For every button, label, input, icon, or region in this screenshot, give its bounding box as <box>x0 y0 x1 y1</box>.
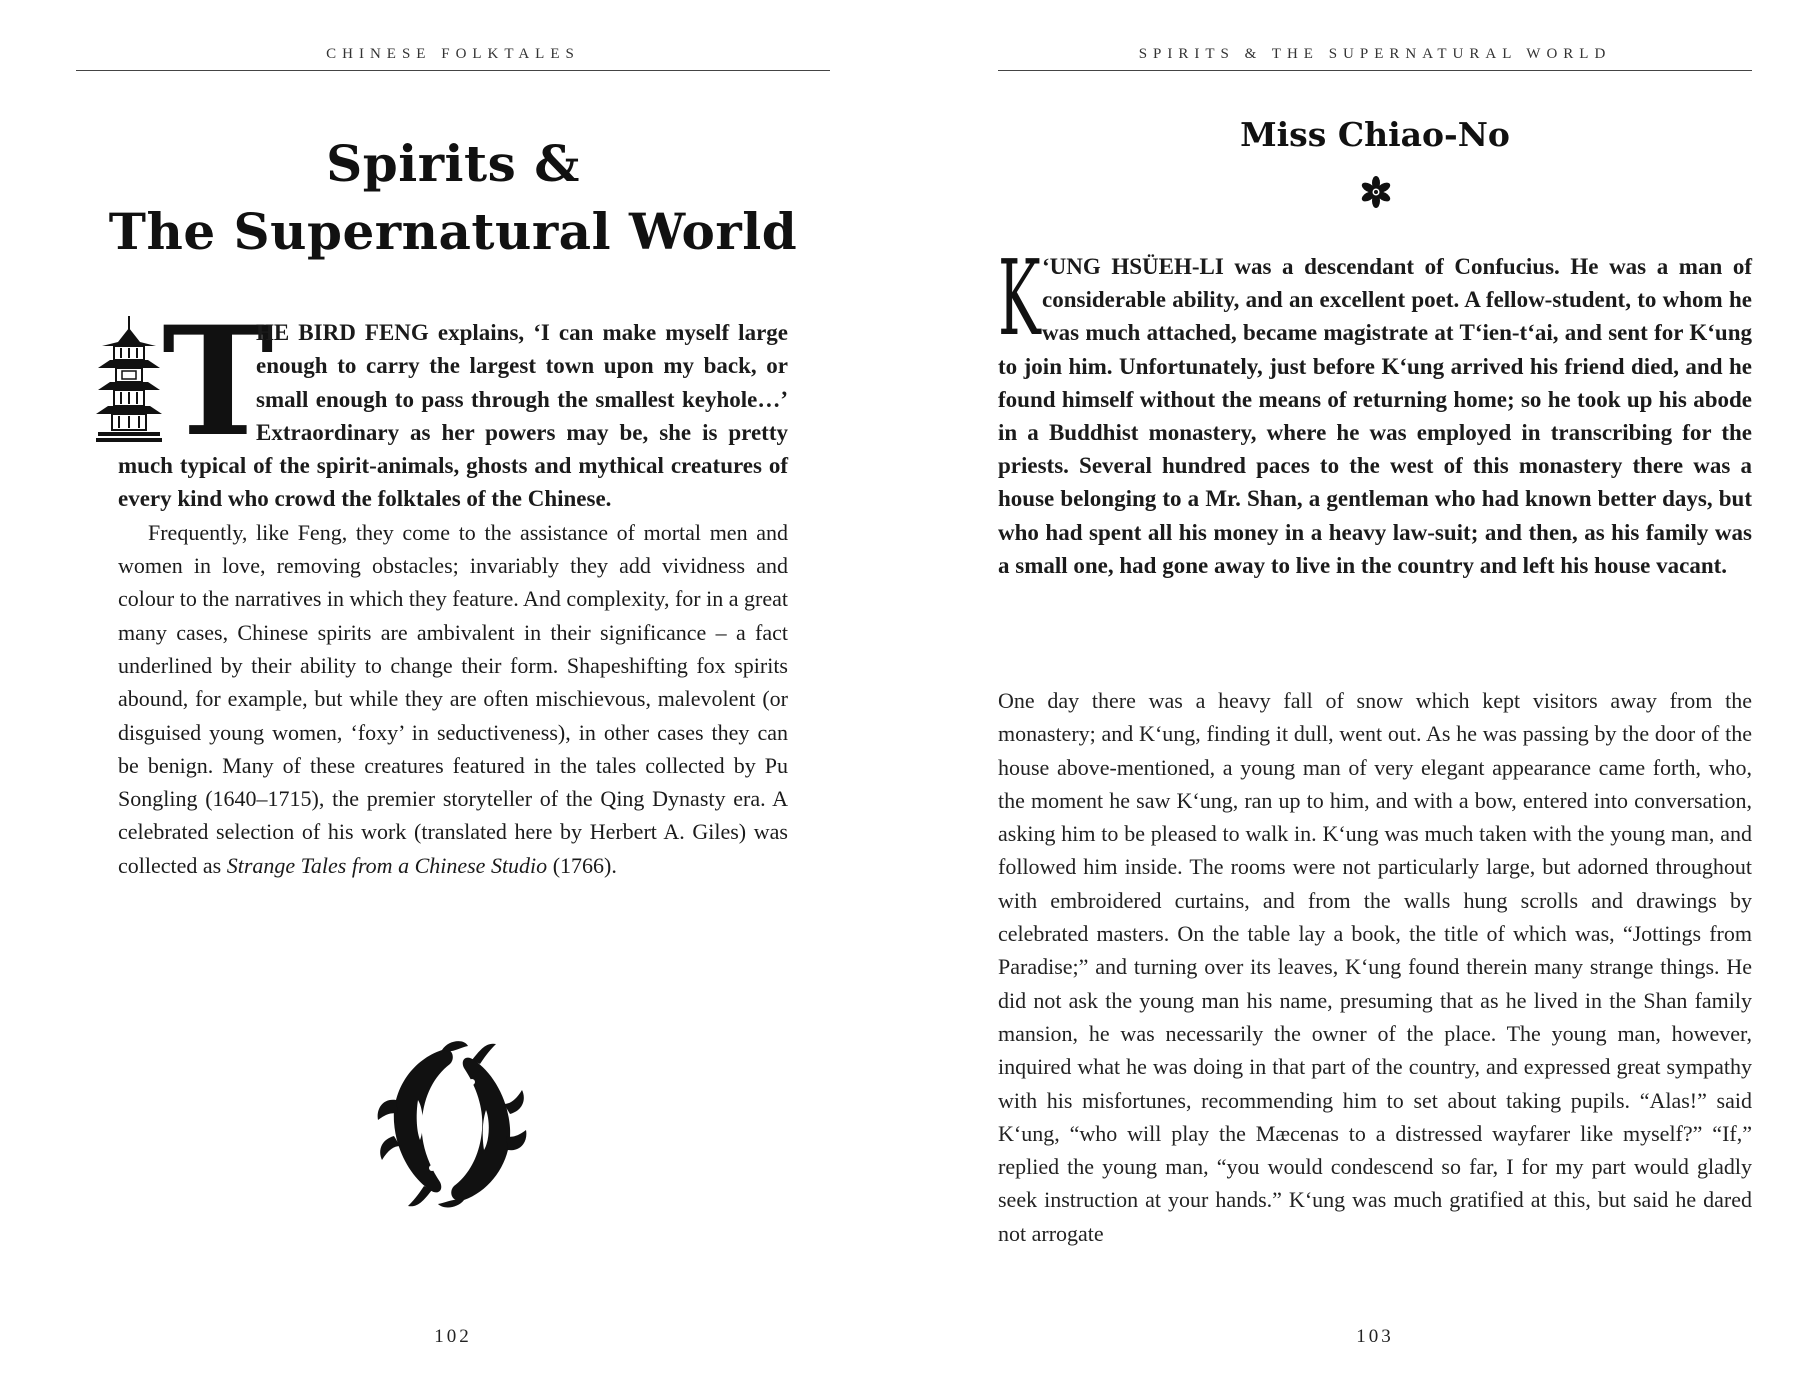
intro-body-end: (1766). <box>547 852 617 878</box>
story-title: Miss Chiao-No <box>1240 115 1510 154</box>
drop-cap-t: T <box>162 294 274 470</box>
flower-ornament-icon <box>1360 176 1392 208</box>
chapter-title-line1: Spirits & <box>326 134 580 193</box>
header-rule-right <box>998 70 1752 71</box>
intro-body-text: Frequently, like Feng, they come to the assistance of mortal men and women in love, removing obstacles; invariably they add vividness and colour to the narratives in which they feature. And complexity, for in a great many cases, Chinese spirits are ambivalent in their significance – a fact underlined by their ability to change their form. Shapeshifting fox spirits abound, for example, but while they are often mischievous, malevolent (or disguised young women, ‘foxy’ in seductiveness), in other cases they can be benign. Many of these creatures featured in the tales collected by Pu Songling (1640–1715), the premier storyteller of the Qing Dynasty era. A celebrated selection of his work (translated here by Herbert A. Giles) was collected as <box>118 519 788 878</box>
intro-body-paragraph <box>118 516 788 882</box>
running-head-right: SPIRITS & THE SUPERNATURAL WORLD <box>1138 46 1612 62</box>
intro-text <box>118 294 788 882</box>
page-number-right: 103 <box>1356 1326 1394 1347</box>
header-rule-left <box>76 70 830 71</box>
page-number-left: 102 <box>434 1326 472 1347</box>
running-head-left: CHINESE FOLKTALES <box>326 46 580 62</box>
story-body-paragraph: One day there was a heavy fall of snow which kept visitors away from the monastery; and K‘ung, finding it dull, went out. As he was passing by the door of the house above-mentioned, a young man of very elegant appearance came forth, who, the moment he saw K‘ung, ran up to him, and with a bow, entered into conversation, asking him to be pleased to walk in. K‘ung was much taken with the young man, and followed him inside. The rooms were not particularly large, but adorned throughout with embroidered curtains, and from the walls hung scrolls and drawings by celebrated masters. On the table lay a book, the title of which was, “Jottings from Paradise;” and turning over its leaves, K‘ung found therein many strange things. He did not ask the young man his name, presuming that as he lived in the Shan family mansion, he was necessarily the owner of the place. The young man, however, inquired what he was doing in that part of the country, and expressed great sympathy with his misfortunes, recommending him to set about taking pupils. “Alas!” said K‘ung, “who will play the Mæcenas to a distressed wayfarer like myself?” “If,” replied the young man, “you would condescend so far, I for my part would gladly seek instruction at your hands.” K‘ung was much gratified at this, but said he dared not arrogate <box>998 688 1752 1246</box>
drop-cap-k: K <box>998 237 1041 359</box>
koi-fish-icon <box>372 1040 532 1210</box>
chapter-title <box>76 130 830 266</box>
story-lead-paragraph: ‘UNG HSÜEH-LI was a descendant of Confucius. He was a man of considerable ability, and an excellent poet. A fellow-student, to whom he was much attached, became magistrate at T‘ien-t‘ai, and sent for K‘ung to join him. Unfortunately, just before K‘ung arrived his friend died, and he found himself without the means of returning home; so he took up his abode in a Buddhist monastery, where he was employed in transcribing for the priests. Several hundred paces to the west of this monastery there was a house belonging to a Mr. Shan, a gentleman who had known better days, but who had spent all his money in a heavy law-suit; and then, as his family was a small one, had gone away to live in the country and left his house vacant. <box>998 254 1752 578</box>
chapter-title-line2: The Supernatural World <box>108 202 798 261</box>
book-title: Strange Tales from a Chinese Studio <box>226 852 548 878</box>
right-page <box>910 0 1820 1396</box>
intro-lead-paragraph: HE BIRD FENG explains, ‘I can make myself large enough to carry the largest town upon my back, or small enough to pass through the smallest keyhole…’ Extraordinary as her powers may be, she is pretty much typical of the spirit-animals, ghosts and mythical creatures of every kind who crowd the folktales of the Chinese. <box>118 320 788 512</box>
